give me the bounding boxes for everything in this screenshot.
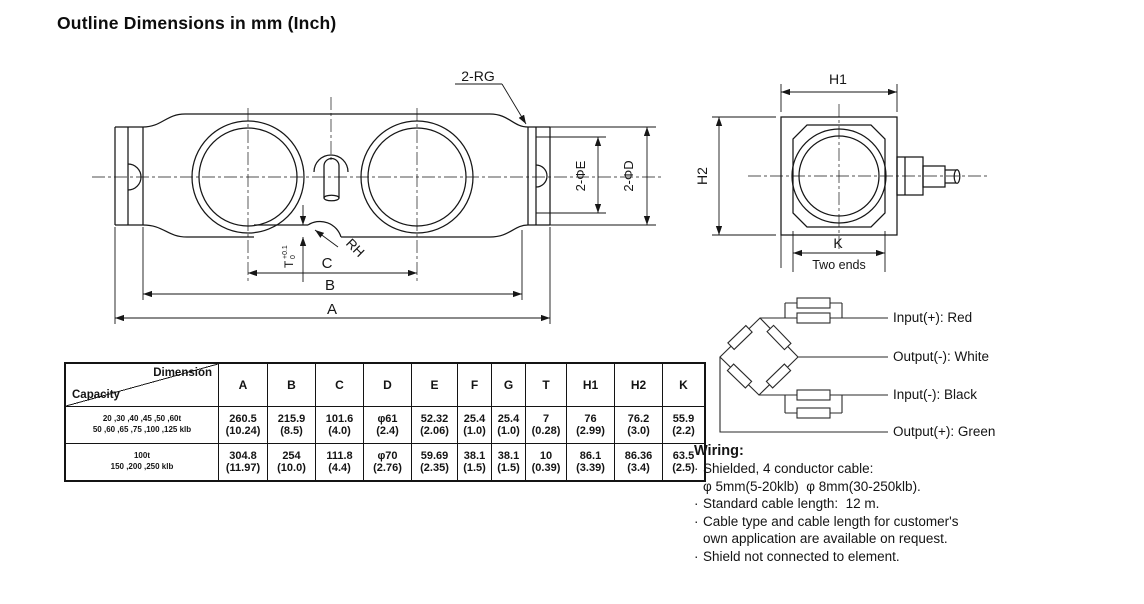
column-header-d: D [364,363,412,407]
svg-text:0: 0 [290,255,297,259]
dim-k-label: K [833,235,843,251]
bridge-diamond [720,318,798,395]
dimension-lines [115,84,647,324]
wiring-note-line: · Standard cable length: 12 m. [694,496,880,512]
wire-lead-label-output-minus: Output(-): White [893,349,990,364]
capacity-cell: 100t 150 ,200 ,250 klb [65,444,219,482]
dimension-header-label: Dimension [153,367,212,379]
phi-d-label: 2-ΦD [621,160,636,192]
value-cell-f: 38.1 (1.5) [458,444,492,482]
value-cell-a: 304.8 (11.97) [219,444,268,482]
column-header-a: A [219,363,268,407]
wheatstone-bridge-diagram [688,282,890,440]
capacity-header-label: Capacity [72,389,120,401]
end-view-drawing [690,58,1002,283]
column-header-h2: H2 [615,363,663,407]
page-title: Outline Dimensions in mm (Inch) [57,13,337,33]
strain-gauge-resistors [727,298,830,418]
wiring-notes [694,443,1094,566]
value-cell-h1: 76 (2.99) [567,407,615,444]
value-cell-g: 25.4 (1.0) [492,407,526,444]
rg-label: 2-RG [461,68,495,84]
wiring-note-line: · Cable type and cable length for customer's [694,513,959,529]
dim-c-label: C [321,255,333,272]
column-header-t: T [526,363,567,407]
front-view-drawing [60,55,690,345]
wire-lead-label-input-minus: Input(-): Black [893,387,978,402]
value-cell-k: 55.9 (2.2) [663,407,706,444]
table-row [65,444,705,482]
column-header-k: K [663,363,706,407]
value-cell-t: 7 (0.28) [526,407,567,444]
bullet: · [694,513,699,529]
phi-e-label: 2-ΦE [573,160,588,192]
value-cell-e: 59.69 (2.35) [412,444,458,482]
column-header-f: F [458,363,492,407]
value-cell-b: 254 (10.0) [268,444,316,482]
capacity-cell: 20 ,30 ,40 ,45 ,50 ,60t 50 ,60 ,65 ,75 ,100 ,125 klb [65,407,219,444]
wire-lead-label-input-plus: Input(+): Red [893,310,973,325]
value-cell-h2: 86.36 (3.4) [615,444,663,482]
column-header-c: C [316,363,364,407]
table-header-row [65,363,705,407]
table-row [65,407,705,444]
bullet: · [694,548,699,564]
value-cell-d: φ61 (2.4) [364,407,412,444]
two-ends-label: Two ends [812,258,866,272]
dim-b-label: B [324,277,336,294]
right-end-groove [536,165,547,187]
wiring-notes-heading: Wiring: [694,443,744,459]
dim-h1-label: H1 [829,71,847,87]
t-tolerance-label [282,245,297,268]
value-cell-f: 25.4 (1.0) [458,407,492,444]
wiring-note-line: · Shield not connected to element. [694,548,900,564]
svg-text:T: T [282,260,296,268]
center-pin [314,155,348,201]
svg-text:+0.1: +0.1 [282,245,289,259]
value-cell-a: 260.5 (10.24) [219,407,268,444]
value-cell-t: 10 (0.39) [526,444,567,482]
value-cell-g: 38.1 (1.5) [492,444,526,482]
wiring-note-line: φ 5mm(5-20klb) φ 8mm(30-250klb). [703,478,921,494]
value-cell-h1: 86.1 (3.39) [567,444,615,482]
wiring-note-line: · Shielded, 4 conductor cable: [694,461,874,476]
column-header-b: B [268,363,316,407]
dimension-table [64,362,706,482]
dimension-capacity-header [65,363,219,407]
value-cell-k: 63.5 (2.5) [663,444,706,482]
dim-h2-label: H2 [694,167,710,185]
wire-lead-label-output-plus: Output(+): Green [893,424,996,439]
value-cell-c: 101.6 (4.0) [316,407,364,444]
column-header-e: E [412,363,458,407]
value-cell-e: 52.32 (2.06) [412,407,458,444]
value-cell-h2: 76.2 (3.0) [615,407,663,444]
value-cell-d: φ70 (2.76) [364,444,412,482]
column-header-h1: H1 [567,363,615,407]
value-cell-c: 111.8 (4.4) [316,444,364,482]
dim-a-label: A [326,301,338,318]
bullet: · [694,496,699,512]
bullet: · [694,461,699,476]
rh-label: RH [342,235,368,261]
wiring-note-line: own application are available on request. [703,531,948,547]
column-header-g: G [492,363,526,407]
end-view-dimension-lines [712,84,897,272]
value-cell-b: 215.9 (8.5) [268,407,316,444]
